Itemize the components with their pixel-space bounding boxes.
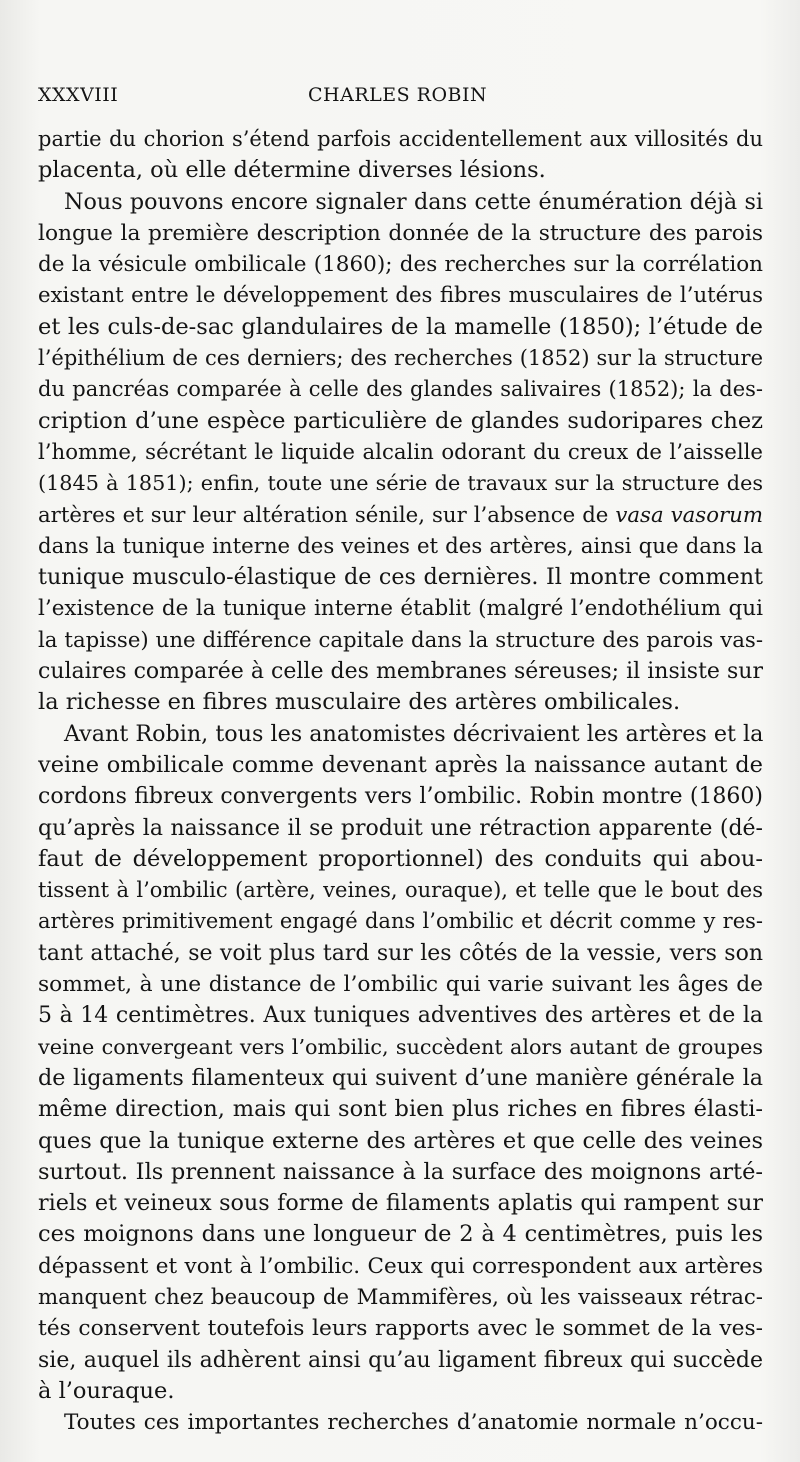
text-line: veine convergeant vers l’ombilic, succèdent alors autant de groupes	[38, 1034, 763, 1059]
text-line: la richesse en fibres musculaire des artères ombilicales.	[38, 689, 681, 716]
text-line: dans la tunique interne des veines et des artères, ainsi que dans la	[38, 533, 763, 559]
running-header	[38, 84, 763, 116]
text-line: du pancréas comparée à celle des glandes salivaires (1852); la des-	[38, 377, 763, 402]
italic-term: vasa vasorum	[615, 502, 763, 528]
text-line: qu’après la naissance il se produit une rétraction apparente (dé-	[38, 815, 763, 841]
text-line: Toutes ces importantes recherches d’anatomie normale n’occu-	[64, 1410, 763, 1436]
text-line: manquent chez beaucoup de Mammifères, où les vaisseaux rétrac-	[38, 1284, 763, 1310]
body-text	[38, 124, 763, 1438]
text-line: existant entre le développement des fibres musculaires de l’utérus	[38, 283, 763, 309]
text-line: Nous pouvons encore signaler dans cette énumération déjà si	[64, 188, 763, 215]
text-line: l’existence de la tunique interne établit (malgré l’endothélium qui	[38, 596, 763, 622]
text-line: cordons fibreux convergents vers l’ombilic. Robin montre (1860)	[38, 784, 763, 810]
text-line-segment: artères et sur leur altération sénile, sur l’absence de	[38, 502, 616, 528]
text-line: l’homme, sécrétant le liquide alcalin odorant du creux de l’aisselle	[38, 439, 763, 465]
text-line: tissent à l’ombilic (artère, veines, ouraque), et telle que le bout des	[38, 878, 763, 903]
page-number: XXXVIII	[38, 84, 119, 106]
text-line: même direction, mais qui sont bien plus riches en fibres élasti-	[38, 1096, 763, 1123]
text-line: (1845 à 1851); enfin, toute une série de travaux sur la structure des	[38, 471, 763, 496]
text-line: 5 à 14 centimètres. Aux tuniques adventives des artères et de la	[38, 1003, 763, 1029]
text-line	[38, 500, 763, 531]
text-line: Avant Robin, tous les anatomistes décrivaient les artères et la	[64, 720, 763, 747]
text-line: ces moignons dans une longueur de 2 à 4 centimètres, puis les	[38, 1221, 763, 1248]
text-line: artères primitivement engagé dans l’ombilic et décrit comme y res-	[38, 909, 763, 934]
text-line: surtout. Ils prennent naissance à la surface des moignons arté-	[38, 1158, 763, 1185]
text-line: de ligaments filamenteux qui suivent d’une manière générale la	[38, 1064, 763, 1091]
text-line: de la vésicule ombilicale (1860); des recherches sur la corrélation	[38, 252, 763, 278]
text-line: dépassent et vont à l’ombilic. Ceux qui correspondent aux artères	[38, 1253, 763, 1279]
text-line: partie du chorion s’étend parfois accidentellement aux villosités du	[38, 127, 763, 151]
text-line: veine ombilicale comme devenant après la naissance autant de	[38, 751, 763, 778]
text-line: cription d’une espèce particulière de glandes sudoripares chez	[38, 407, 763, 434]
text-line: la tapisse) une différence capitale dans la structure des parois vas-	[38, 627, 763, 653]
text-line: sommet, à une distance de l’ombilic qui varie suivant les âges de	[38, 972, 763, 998]
text-line: placenta, où elle détermine diverses lésions.	[38, 157, 546, 184]
text-line: faut de développement proportionnel) des conduits qui abou-	[38, 845, 763, 872]
text-line: à l’ouraque.	[38, 1377, 175, 1404]
text-line: longue la première description donnée de la structure des parois	[38, 220, 763, 246]
text-line: tant attaché, se voit plus tard sur les côtés de la vessie, vers son	[38, 940, 763, 966]
text-line: et les culs-de-sac glandulaires de la mamelle (1850); l’étude de	[38, 313, 763, 340]
text-line: riels et veineux sous forme de filaments aplatis qui rampent sur	[38, 1190, 763, 1217]
text-line: tunique musculo-élastique de ces dernières. Il montre comment	[38, 564, 763, 591]
running-title: CHARLES ROBIN	[308, 84, 488, 106]
text-line: sie, auquel ils adhèrent ainsi qu’au ligament fibreux qui succède	[38, 1347, 763, 1373]
text-line: culaires comparée à celle des membranes séreuses; il insiste sur	[38, 659, 763, 685]
text-line: l’épithélium de ces derniers; des recherches (1852) sur la structure	[38, 346, 763, 371]
text-line: tés conservent toutefois leurs rapports avec le sommet de la ves-	[38, 1316, 763, 1342]
text-line: ques que la tunique externe des artères et que celle des veines	[38, 1127, 763, 1154]
